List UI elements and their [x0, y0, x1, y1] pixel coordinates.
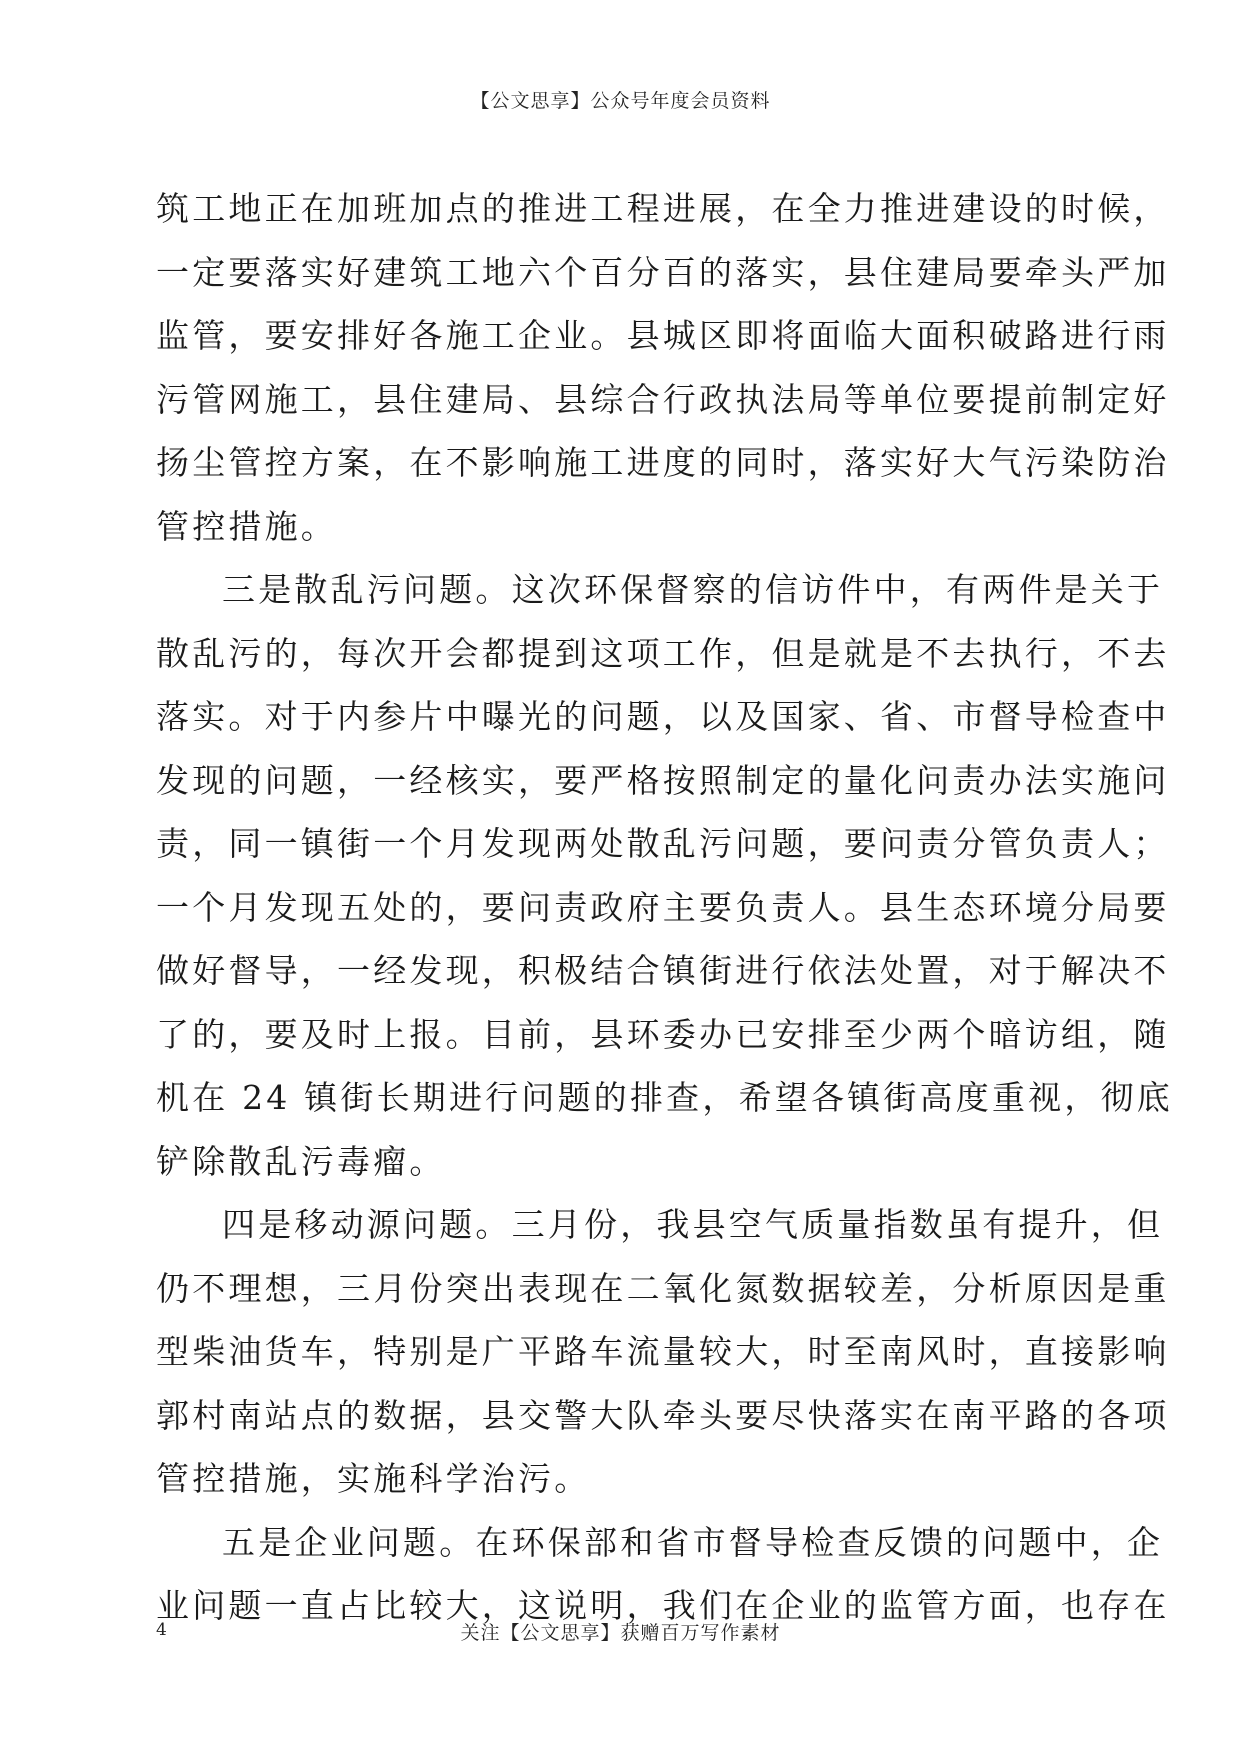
page-footer: 关注【公文思享】获赠百万写作素材 [460, 1622, 781, 1644]
body-line: 发现的问题，一经核实，要严格按照制定的量化问责办法实施问 [156, 760, 1170, 800]
body-line: 监管，要安排好各施工企业。县城区即将面临大面积破路进行雨 [156, 316, 1170, 355]
paragraph-first-line: 五是企业问题。在环保部和省市督导检查反馈的问题中，企 [222, 1522, 1164, 1562]
body-line: 管控措施，实施科学治污。 [156, 1459, 591, 1498]
body-line: 型柴油货车，特别是广平路车流量较大，时至南风时，直接影响 [156, 1332, 1170, 1371]
body-line: 责，同一镇街一个月发现两处散乱污问题，要问责分管负责人； [156, 824, 1170, 863]
body-line: 污管网施工，县住建局、县综合行政执法局等单位要提前制定好 [156, 379, 1170, 419]
body-line: 了的，要及时上报。目前，县环委办已安排至少两个暗访组，随 [156, 1014, 1170, 1054]
body-line: 落实。对于内参片中曝光的问题，以及国家、省、市督导检查中 [156, 697, 1170, 736]
body-line: 机在 24 镇街长期进行问题的排查，希望各镇街高度重视，彻底 [156, 1078, 1173, 1117]
body-line: 扬尘管控方案，在不影响施工进度的同时，落实好大气污染防治 [156, 443, 1170, 482]
body-line: 管控措施。 [156, 506, 337, 546]
body-line: 郭村南站点的数据，县交警大队牵头要尽快落实在南平路的各项 [156, 1395, 1170, 1435]
paragraph-first-line: 四是移动源问题。三月份，我县空气质量指数虽有提升，但 [222, 1205, 1164, 1244]
body-line: 做好督导，一经发现，积极结合镇街进行依法处置，对于解决不 [156, 951, 1170, 990]
body-line: 散乱污的，每次开会都提到这项工作，但是就是不去执行，不去 [156, 633, 1170, 673]
body-line: 业问题一直占比较大，这说明，我们在企业的监管方面，也存在 [156, 1586, 1170, 1625]
body-line: 一定要落实好建筑工地六个百分百的落实，县住建局要牵头严加 [156, 252, 1170, 292]
paragraph-first-line: 三是散乱污问题。这次环保督察的信访件中，有两件是关于 [222, 570, 1164, 609]
body-line: 仍不理想，三月份突出表现在二氧化氮数据较差，分析原因是重 [156, 1268, 1170, 1308]
page-number: 4 [156, 1620, 167, 1640]
page-header: 【公文思享】公众号年度会员资料 [470, 90, 771, 112]
document-body [156, 177, 1173, 1638]
body-line: 铲除散乱污毒瘤。 [156, 1141, 446, 1181]
body-line: 筑工地正在加班加点的推进工程进展，在全力推进建设的时候， [156, 189, 1170, 228]
body-line: 一个月发现五处的，要问责政府主要负责人。县生态环境分局要 [156, 887, 1170, 927]
